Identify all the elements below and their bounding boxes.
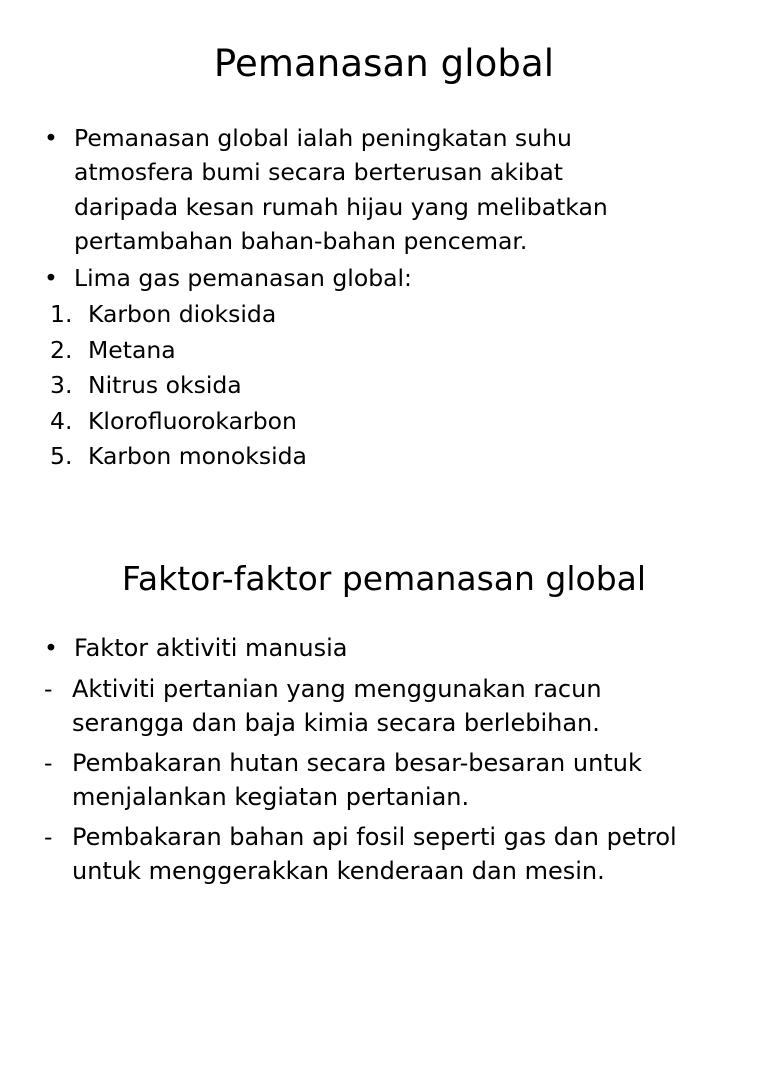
section-title: Faktor-faktor pemanasan global <box>121 559 647 598</box>
gases-list <box>50 297 724 474</box>
list-label: Metana <box>88 335 176 364</box>
list-item <box>44 820 724 888</box>
factor-text <box>72 746 712 814</box>
intro-line-1: Pemanasan global ialah peningkatan suhu <box>74 123 572 152</box>
page-title: Pemanasan global <box>213 42 555 85</box>
gases-heading <box>44 261 724 296</box>
bullet-icon: • <box>44 123 58 152</box>
list-number: 5. <box>50 442 73 471</box>
factor-line-1: Pembakaran bahan api fosil seperti gas dan <box>72 823 599 852</box>
intro-block <box>44 121 724 259</box>
list-label: Karbon dioksida <box>88 300 277 329</box>
factor-line-1: Aktiviti pertanian yang menggunakan racun <box>72 674 602 703</box>
factors-heading <box>44 631 724 666</box>
dash-icon: - <box>44 823 53 852</box>
factors-heading-text: Faktor aktiviti manusia <box>74 634 348 663</box>
intro-text <box>74 121 724 259</box>
factor-line-2: serangga dan baja kimia secara berlebihan. <box>72 708 600 737</box>
list-number: 1. <box>50 300 73 329</box>
section-spacer-2 <box>44 597 724 631</box>
factor-text <box>72 672 712 740</box>
factor-line-3: mesin. <box>524 857 605 886</box>
slide-page <box>0 44 768 1068</box>
list-item <box>50 439 724 474</box>
bullet-icon: • <box>44 263 58 292</box>
dash-icon: - <box>44 674 53 703</box>
intro-paragraph <box>44 121 724 259</box>
list-item <box>50 404 724 439</box>
list-label: Klorofluorokarbon <box>88 406 297 435</box>
intro-line-2: atmosfera bumi secara berterusan akibat <box>74 158 563 187</box>
dash-icon: - <box>44 748 53 777</box>
factor-line-1: Pembakaran hutan secara besar-besaran <box>72 748 566 777</box>
list-item <box>44 672 724 740</box>
factor-line-2: untuk menjalankan kegiatan pertanian. <box>72 748 642 812</box>
intro-line-4: pertambahan bahan-bahan pencemar. <box>74 227 528 256</box>
section-spacer <box>44 475 724 561</box>
list-item <box>50 297 724 332</box>
list-item <box>50 368 724 403</box>
intro-line-3: daripada kesan rumah hijau yang melibatkan <box>74 192 608 221</box>
bullet-icon: • <box>44 634 58 663</box>
factor-text <box>72 820 712 888</box>
gases-heading-text: Lima gas pemanasan global: <box>74 263 412 292</box>
list-item <box>44 746 724 814</box>
list-number: 3. <box>50 371 73 400</box>
list-label: Karbon monoksida <box>88 442 307 471</box>
list-number: 4. <box>50 406 73 435</box>
factor-line-2: petrol untuk menggerakkan kenderaan dan <box>72 823 677 886</box>
list-label: Nitrus oksida <box>88 371 242 400</box>
list-item <box>50 333 724 368</box>
list-number: 2. <box>50 335 73 364</box>
factors-list <box>44 672 724 888</box>
